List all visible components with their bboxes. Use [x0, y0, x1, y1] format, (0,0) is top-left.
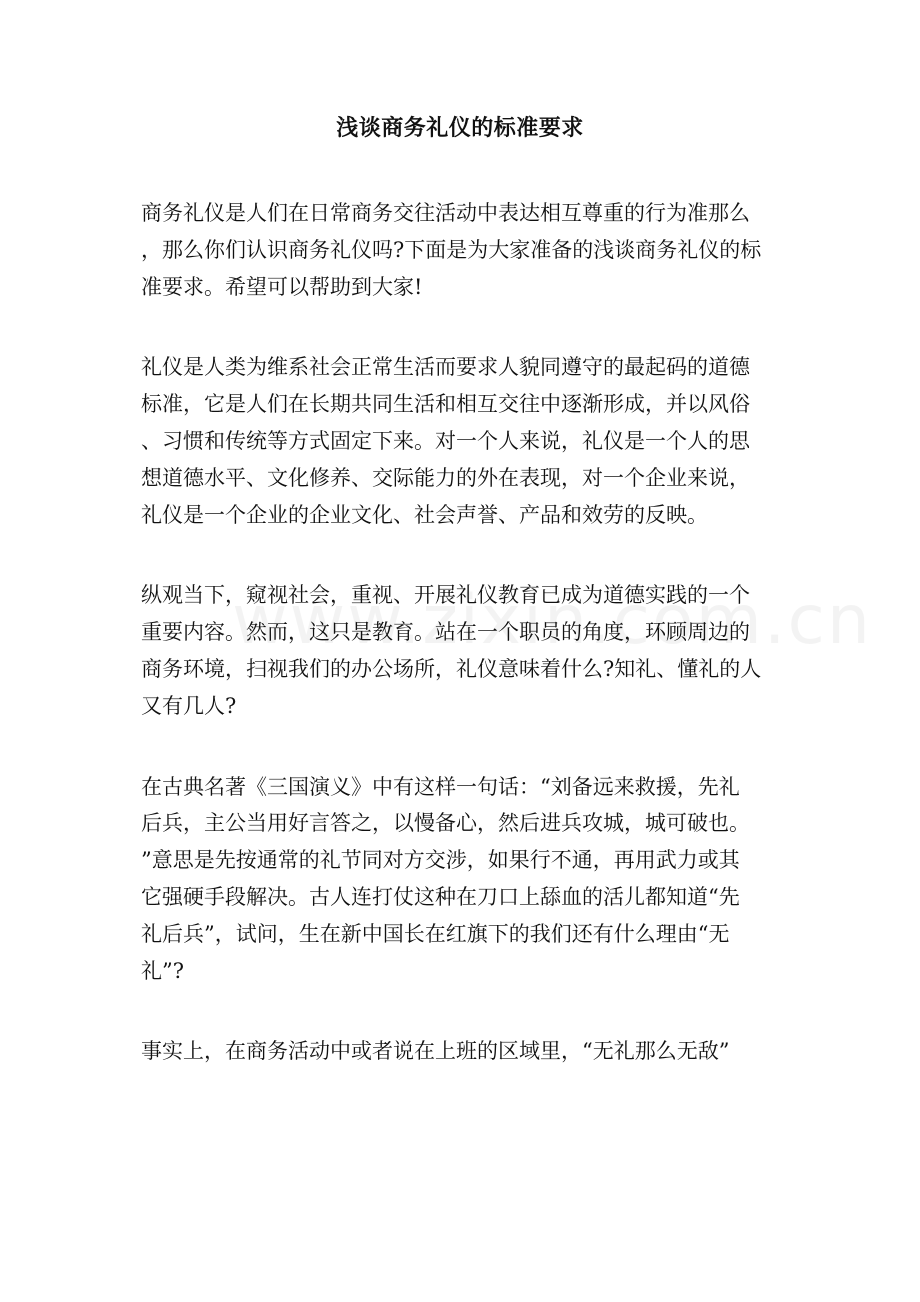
- paragraph-line: 礼”?: [141, 958, 184, 983]
- paragraph-line: 重要内容。然而，这只是教育。站在一个职员的角度，环顾周边的: [141, 620, 750, 645]
- paragraph-line: 又有几人?: [141, 693, 237, 718]
- paragraph-line: 礼仪是人类为维系社会正常生活而要求人貌同遵守的最起码的道德: [141, 355, 750, 380]
- paragraph-observation: [141, 577, 786, 724]
- paragraph-line: 商务礼仪是人们在日常商务交往活动中表达相互尊重的行为准那么: [141, 201, 750, 225]
- paragraph-conclusion: [141, 1033, 786, 1070]
- document-title: 浅谈商务礼仪的标准要求: [336, 115, 584, 141]
- paragraph-line: 标准，它是人们在长期共同生活和相互交往中逐渐形成，并以风俗: [141, 392, 750, 417]
- paragraph-line: 想道德水平、文化修养、交际能力的外在表现，对一个企业来说，: [141, 465, 750, 490]
- paragraph-line: 商务环境，扫视我们的办公场所，礼仪意味着什么?知礼、懂礼的人: [141, 656, 762, 681]
- document-body: [141, 195, 786, 1114]
- paragraph-line: ，那么你们认识商务礼仪吗?下面是为大家准备的浅谈商务礼仪的标: [141, 237, 762, 262]
- paragraph-line: 礼仪是一个企业的企业文化、社会声誉、产品和效劳的反映。: [141, 502, 708, 527]
- paragraph-line: 后兵，主公当用好言答之，以慢备心，然后进兵攻城，城可破也。: [141, 811, 750, 836]
- paragraph-definition: [141, 349, 786, 533]
- paragraph-line: ”意思是先按通常的礼节同对方交涉，如果行不通，再用武力或其: [141, 848, 740, 873]
- paragraph-line: 事实上，在商务活动中或者说在上班的区域里，“无礼那么无敌”: [141, 1039, 730, 1064]
- paragraph-line: 纵观当下，窥视社会，重视、开展礼仪教育已成为道德实践的一个: [141, 583, 750, 608]
- paragraph-line: 在古典名著《三国演义》中有这样一句话：“刘备远来救援，先礼: [141, 774, 740, 799]
- paragraph-line: 、习惯和传统等方式固定下来。对一个人来说，礼仪是一个人的思: [141, 428, 750, 453]
- paragraph-intro: [141, 195, 786, 305]
- paragraph-line: 礼后兵”，试问，生在新中国长在红旗下的我们还有什么理由“无: [141, 921, 730, 946]
- paragraph-line: 它强硬手段解决。古人连打仗这种在刀口上舔血的活儿都知道“先: [141, 884, 740, 909]
- paragraph-line: 准要求。希望可以帮助到大家!: [141, 274, 423, 299]
- paragraph-quote: [141, 769, 786, 990]
